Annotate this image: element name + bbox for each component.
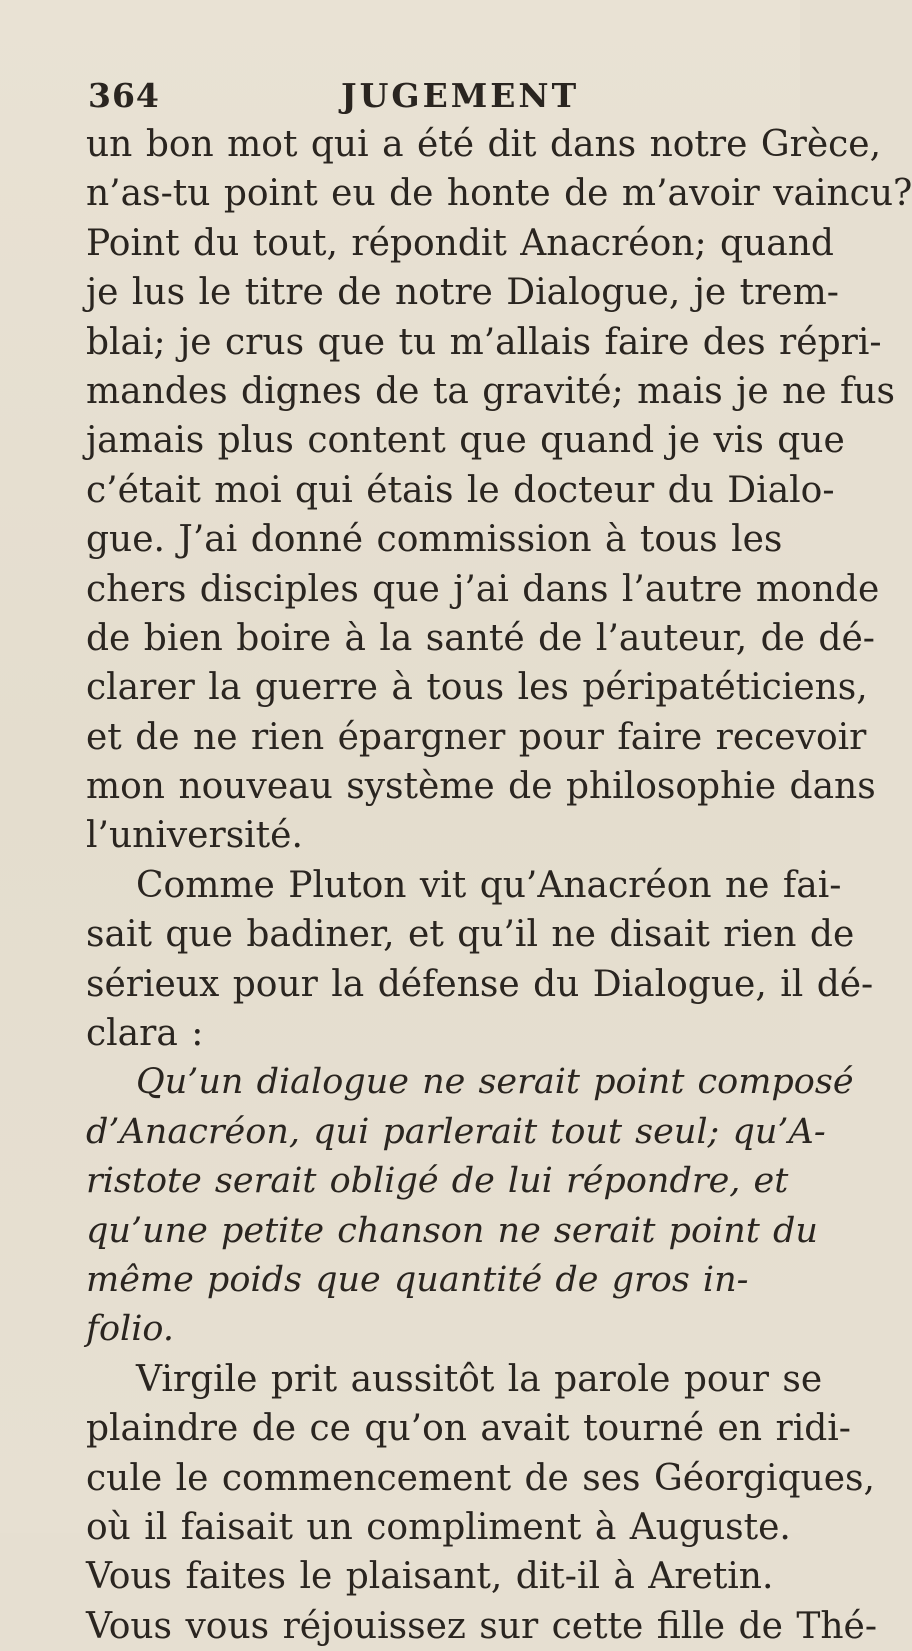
- text-line: mandes dignes de ta gravité; mais je ne fus: [86, 370, 896, 412]
- text-line: et de ne rien épargner pour faire recevoir: [86, 716, 867, 758]
- text-line: chers disciples que j’ai dans l’autre monde: [86, 568, 880, 610]
- text-line: clara :: [86, 1013, 204, 1055]
- text-line: clarer la guerre à tous les péripatéticiens,: [86, 667, 868, 709]
- text-line: plaindre de ce qu’on avait tourné en ridi-: [86, 1408, 851, 1450]
- text-line: je lus le titre de notre Dialogue, je trem-: [86, 272, 839, 314]
- running-head: JUGEMENT: [341, 76, 580, 115]
- paragraph-start-line: Comme Pluton vit qu’Anacréon ne fai-: [136, 864, 842, 906]
- quoted-verdict-line: même poids que quantité de gros in-: [86, 1259, 749, 1300]
- text-line: un bon mot qui a été dit dans notre Grèce,: [86, 124, 882, 165]
- paragraph-start-line: Virgile prit aussitôt la parole pour se: [136, 1358, 823, 1400]
- quoted-verdict-line: d’Anacréon, qui parlerait tout seul; qu’A-: [86, 1111, 826, 1152]
- quoted-verdict-line: ristote serait obligé de lui répondre, et: [86, 1161, 789, 1202]
- quoted-verdict-line: folio.: [86, 1309, 174, 1350]
- text-line: où il faisait un compliment à Auguste.: [86, 1506, 791, 1548]
- text-line: sait que badiner, et qu’il ne disait rien de: [86, 914, 855, 956]
- body-text: [86, 120, 912, 1651]
- text-line: Vous faites le plaisant, dit-il à Aretin.: [86, 1556, 774, 1598]
- text-line: n’as-tu point eu de honte de m’avoir vaincu?: [86, 173, 912, 215]
- text-line: cule le commencement de ses Géorgiques,: [86, 1457, 875, 1499]
- text-line: de bien boire à la santé de l’auteur, de dé-: [86, 617, 875, 659]
- page-header: [88, 76, 748, 120]
- page-number: 364: [88, 76, 160, 115]
- text-line: blai; je crus que tu m’allais faire des répri-: [86, 321, 882, 363]
- text-line: c’était moi qui étais le docteur du Dialo-: [86, 469, 835, 511]
- text-line: gue. J’ai donné commission à tous les: [86, 519, 783, 561]
- text-line: mon nouveau système de philosophie dans: [86, 766, 876, 808]
- quoted-verdict-line: qu’une petite chanson ne serait point du: [86, 1210, 818, 1251]
- quoted-verdict-line: Qu’un dialogue ne serait point composé: [136, 1062, 854, 1103]
- text-line: Vous vous réjouissez sur cette fille de Thé-: [86, 1605, 878, 1647]
- text-line: sérieux pour la défense du Dialogue, il dé-: [86, 963, 874, 1005]
- text-line: jamais plus content que quand je vis que: [86, 420, 845, 462]
- text-line: l’université.: [86, 815, 303, 857]
- text-line: Point du tout, répondit Anacréon; quand: [86, 222, 834, 264]
